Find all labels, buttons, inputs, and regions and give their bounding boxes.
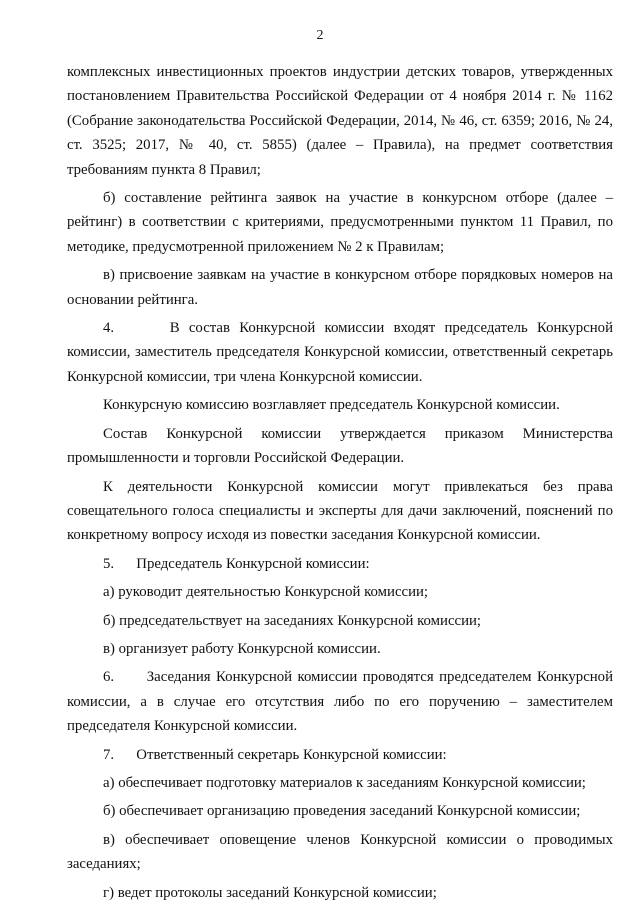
paragraph-clause-6: 6. Заседания Конкурсной комиссии проводятся председателем Конкурсной комиссии, а в случае его отсутствия либо по его поручению – заместителем председателя Конкурсной комиссии. — [67, 669, 613, 735]
paragraph-item-a-chair: а) руководит деятельностью Конкурсной комиссии; — [103, 584, 429, 601]
paragraph-item-v-secretary: в) обеспечивает оповещение членов Конкурсной комиссии о проводимых заседаниях; — [67, 831, 613, 873]
paragraph-composition: Состав Конкурсной комиссии утверждается приказом Министерства промышленности и торговли Российской Федерации. — [67, 425, 613, 467]
paragraph-clause-4: 4. В состав Конкурсной комиссии входят председатель Конкурсной комиссии, заместитель председателя Конкурсной комиссии, ответственный секретарь Конкурсной комиссии, три члена Конкурсной комиссии. — [67, 320, 613, 385]
paragraph-continuation: комплексных инвестиционных проектов индустрии детских товаров, утвержденных постановлением Правительства Российской Федерации от 4 ноября 2014 г. № 1162 (Собрание законодательства Российской Федерации, 2014, № 46, ст. 6359; 2016, № 24, ст. 3525; 2017, № 40, ст. 5855) (далее – Правила), на предмет соответствия требованиям пункта 8 Правил; — [67, 64, 613, 178]
paragraph-item-b-secretary: б) обеспечивает организацию проведения заседаний Конкурсной комиссии; — [103, 803, 581, 820]
paragraph-chair-heads: Конкурсную комиссию возглавляет председатель Конкурсной комиссии. — [103, 397, 560, 414]
paragraph-item-a-secretary: а) обеспечивает подготовку материалов к заседаниям Конкурсной комиссии; — [103, 774, 586, 791]
document-body — [67, 60, 613, 905]
paragraph-clause-7: 7. Ответственный секретарь Конкурсной комиссии: — [103, 746, 447, 763]
paragraph-clause-5: 5. Председатель Конкурсной комиссии: — [103, 555, 370, 572]
paragraph-item-v: в) присвоение заявкам на участие в конкурсном отборе порядковых номеров на основании рейтинга. — [67, 267, 613, 308]
page-number: 2 — [316, 28, 324, 43]
paragraph-item-b: б) составление рейтинга заявок на участие в конкурсном отборе (далее – рейтинг) в соответствии с критериями, предусмотренными пунктом 11 Правил, по методике, предусмотренной приложением № 2 к Правилам; — [67, 190, 613, 255]
paragraph-experts: К деятельности Конкурсной комиссии могут привлекаться без права совещательного голоса специалисты и эксперты для дачи заключений, пояснений по конкретному вопросу исходя из повестки заседания Конкурсной комиссии. — [67, 478, 613, 544]
paragraph-item-b-chair: б) председательствует на заседаниях Конкурсной комиссии; — [103, 612, 482, 629]
paragraph-item-v-chair: в) организует работу Конкурсной комиссии. — [103, 640, 381, 657]
paragraph-item-g-secretary: г) ведет протоколы заседаний Конкурсной комиссии; — [103, 884, 437, 901]
